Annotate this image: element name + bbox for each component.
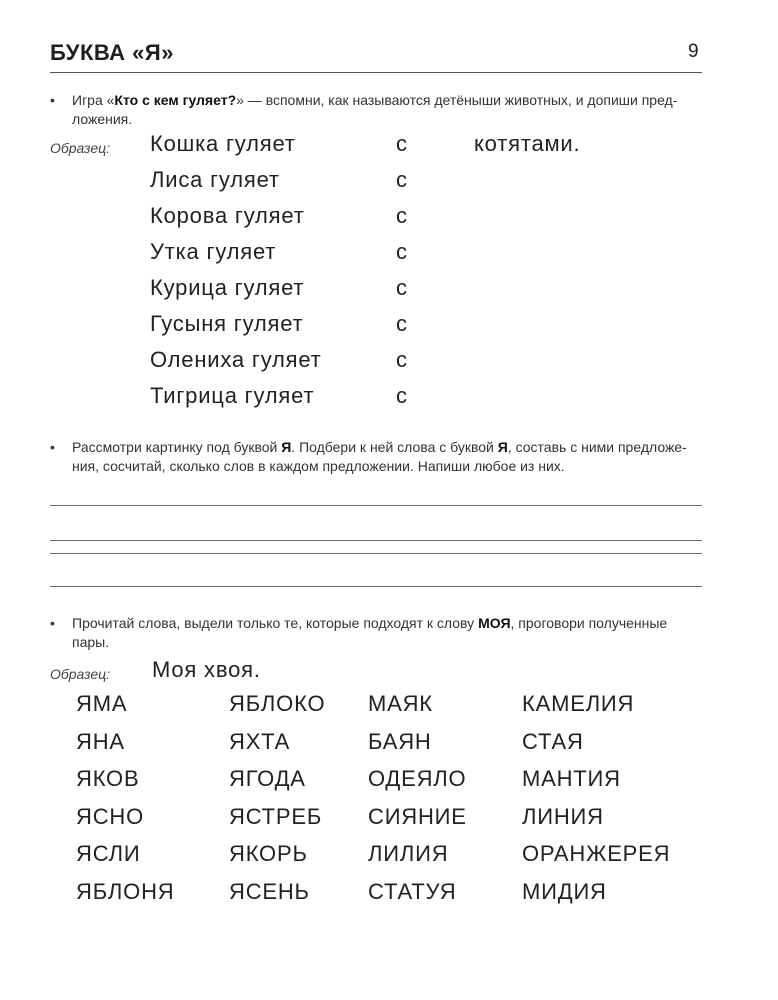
bullet-icon: • xyxy=(50,92,55,108)
word-item[interactable]: ЯБЛОКО xyxy=(229,691,326,716)
word-item[interactable]: ЯСНО xyxy=(76,803,144,829)
word-item[interactable]: ОДЕЯЛО xyxy=(368,766,467,791)
sentence-preposition: с xyxy=(396,239,408,264)
word-item[interactable]: СИЯНИЕ xyxy=(368,803,467,829)
task1-instruction xyxy=(50,91,702,129)
writing-line[interactable] xyxy=(50,540,702,541)
sentence-preposition: с xyxy=(396,311,408,336)
sentence-subject: Лиса гуляет xyxy=(150,167,280,192)
word-item[interactable]: КАМЕЛИЯ xyxy=(522,691,635,716)
sentence-subject: Курица гуляет xyxy=(150,275,305,300)
sentence-subject: Утка гуляет xyxy=(150,239,277,264)
word-item[interactable]: ЯХТА xyxy=(229,728,291,754)
sample-answer: котятами. xyxy=(474,131,581,156)
sentence-preposition: с xyxy=(396,383,408,408)
word-item[interactable]: ЯКОВ xyxy=(76,766,140,791)
task2-instruction xyxy=(50,438,702,476)
writing-line[interactable] xyxy=(50,553,702,554)
word-item[interactable]: ЛИЛИЯ xyxy=(368,841,449,866)
word-item[interactable]: МАНТИЯ xyxy=(522,766,621,791)
word-item[interactable]: БАЯН xyxy=(368,728,432,754)
sentence-preposition: с xyxy=(396,275,408,300)
task3-text: Прочитай слова, выдели только те, которые подходят к слову МОЯ, проговори полученные пары. xyxy=(72,615,668,650)
word-item[interactable]: СТАЯ xyxy=(522,728,584,754)
writing-line[interactable] xyxy=(50,505,702,506)
sample-text: Моя хвоя. xyxy=(152,657,261,682)
sentence-preposition: с xyxy=(396,347,408,372)
sentence-subject: Гусыня гуляет xyxy=(150,311,304,336)
sentence-preposition: с xyxy=(396,167,408,192)
sentence-subject: Олениха гуляет xyxy=(150,347,322,372)
sample-label: Образец: xyxy=(50,140,111,156)
sentence-subject: Кошка гуляет xyxy=(150,131,296,156)
sentence-subject: Тигрица гуляет xyxy=(150,383,315,408)
bullet-icon: • xyxy=(50,615,55,631)
sample-label: Образец: xyxy=(50,666,111,682)
sentence-preposition: с xyxy=(396,131,408,156)
word-item[interactable]: ЯБЛОНЯ xyxy=(76,878,175,904)
writing-line[interactable] xyxy=(50,586,702,587)
sentence-preposition: с xyxy=(396,203,408,228)
word-item[interactable]: ЯСЛИ xyxy=(76,841,141,866)
word-item[interactable]: ЯГОДА xyxy=(229,766,306,791)
word-item[interactable]: МИДИЯ xyxy=(522,878,607,904)
word-item[interactable]: ОРАНЖЕРЕЯ xyxy=(522,841,671,866)
word-item[interactable]: ЯКОРЬ xyxy=(229,841,308,866)
header-rule xyxy=(50,72,702,73)
word-item[interactable]: МАЯК xyxy=(368,691,433,716)
word-item[interactable]: ЯСТРЕБ xyxy=(229,803,323,829)
bullet-icon: • xyxy=(50,439,55,455)
page-title: БУКВА «Я» xyxy=(50,40,174,65)
task1-text: Игра «Кто с кем гуляет?» — вспомни, как называются детёныши животных, и допиши пред- ложения. xyxy=(72,92,678,127)
word-item[interactable]: СТАТУЯ xyxy=(368,878,457,904)
sentence-subject: Корова гуляет xyxy=(150,203,305,228)
word-item[interactable]: ЯНА xyxy=(76,728,125,754)
task2-text: Рассмотри картинку под буквой Я. Подбери к ней слова с буквой Я, составь с ними предложе- ния, сосчитай, сколько слов в каждом предложении. Напиши любое из них. xyxy=(72,439,687,474)
word-item[interactable]: ЛИНИЯ xyxy=(522,803,604,829)
page-number: 9 xyxy=(688,41,699,62)
word-item[interactable]: ЯСЕНЬ xyxy=(229,878,310,904)
word-item[interactable]: ЯМА xyxy=(76,691,128,716)
task3-instruction xyxy=(50,614,702,652)
